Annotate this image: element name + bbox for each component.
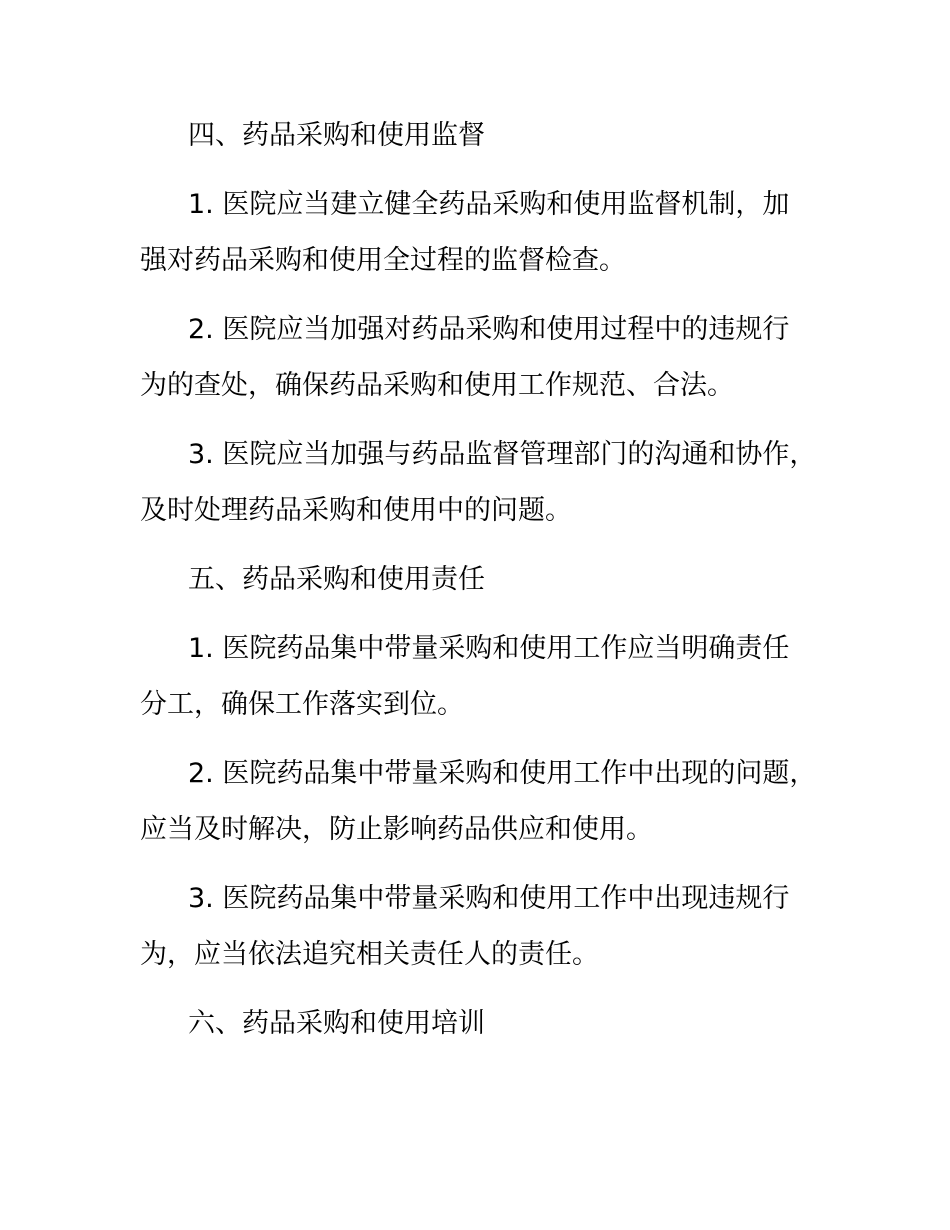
paragraph-line: 应当及时解决，防止影响药品供应和使用。 <box>140 814 653 845</box>
paragraph-line: 2. 医院药品集中带量采购和使用工作中出现的问题， <box>188 758 817 789</box>
paragraph-line: 为的查处，确保药品采购和使用工作规范、合法。 <box>140 370 734 401</box>
section-heading: 四、药品采购和使用监督 <box>188 120 485 151</box>
paragraph <box>140 871 840 983</box>
paragraph <box>140 177 840 289</box>
paragraph-line: 为，应当依法追究相关责任人的责任。 <box>140 939 599 970</box>
paragraph <box>140 746 840 858</box>
section-heading: 五、药品采购和使用责任 <box>188 564 485 595</box>
paragraph-line: 1. 医院药品集中带量采购和使用工作应当明确责任 <box>188 633 790 664</box>
paragraph <box>140 427 840 539</box>
paragraph-line: 3. 医院药品集中带量采购和使用工作中出现违规行 <box>188 883 790 914</box>
paragraph-line: 3. 医院应当加强与药品监督管理部门的沟通和协作， <box>188 439 817 470</box>
paragraph <box>140 621 840 733</box>
paragraph-line: 2. 医院应当加强对药品采购和使用过程中的违规行 <box>188 314 790 345</box>
paragraph <box>140 302 840 414</box>
document-body <box>140 108 840 1065</box>
paragraph-line: 分工，确保工作落实到位。 <box>140 689 464 720</box>
paragraph-line: 及时处理药品采购和使用中的问题。 <box>140 495 572 526</box>
paragraph-line: 1. 医院应当建立健全药品采购和使用监督机制，加 <box>188 189 790 220</box>
section-heading: 六、药品采购和使用培训 <box>188 1008 485 1039</box>
paragraph-line: 强对药品采购和使用全过程的监督检查。 <box>140 245 626 276</box>
